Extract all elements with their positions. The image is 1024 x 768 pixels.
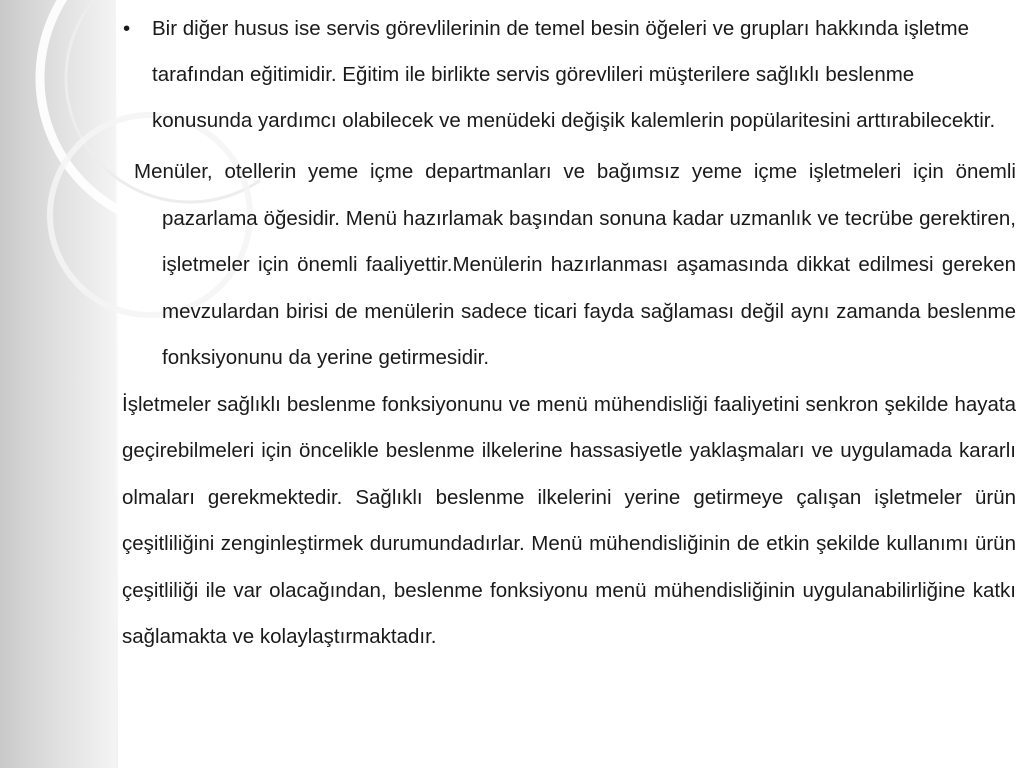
bullet-text: Bir diğer husus ise servis görevlilerinin de temel besin öğeleri ve grupları hakkında işletme tarafından eğitimidir. Eğitim ile birlikte servis görevlileri müşterilere sağlıklı beslenme konusunda yardımcı olabilecek ve menüdeki değişik kalemlerin popülaritesini arttırabilecektir.: [152, 17, 996, 132]
bullet-marker: •: [123, 17, 131, 40]
paragraph-isletmeler: İşletmeler sağlıklı beslenme fonksiyonunu ve menü mühendisliği faaliyetini senkron şekilde hayata geçirebilmeleri için öncelikle beslenme ilkelerine hassasiyetle yaklaşmaları ve uygulamada kararlı olmaları gerekmektedir. Sağlıklı beslenme ilkelerini yerine getirmeye çalışan işletmeler ürün çeşitliliğini zenginleştirmek durumundadırlar. Menü mühendisliğinin de etkin şekilde kullanımı ürün çeşitliliği ile var olacağından, beslenme fonksiyonu menü mühendisliğinin uygulanabilirliğine katkı sağlamakta ve kolaylaştırmaktadır.: [122, 392, 1016, 648]
bullet-item: [120, 6, 1016, 144]
slide-body: [120, 6, 1016, 661]
paragraph-menuler: Menüler, otellerin yeme içme departmanları ve bağımsız yeme içme işletmeleri için önemli pazarlama öğesidir. Menü hazırlamak başından sonuna kadar uzmanlık ve tecrübe gerektiren, işletmeler için önemli faaliyettir.Menülerin hazırlanması aşamasında dikkat edilmesi gereken mevzulardan birisi de menülerin sadece ticari fayda sağlaması değil aynı zamanda beslenme fonksiyonunu da yerine getirmesidir.: [134, 160, 1016, 369]
